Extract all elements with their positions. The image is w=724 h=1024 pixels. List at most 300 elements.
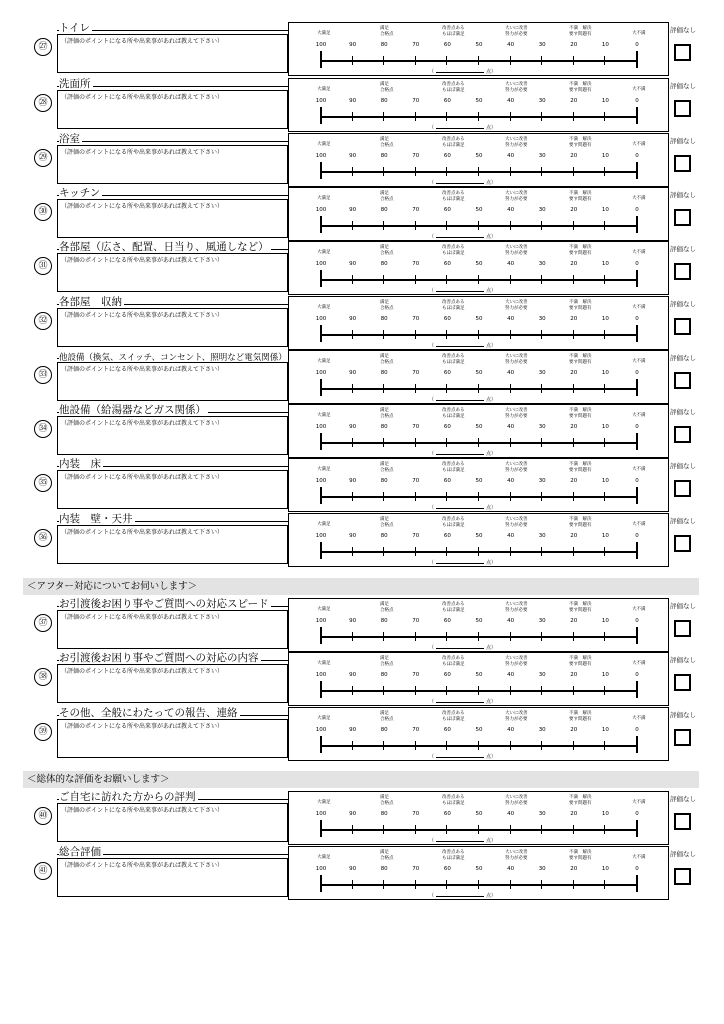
- scale-label: [505, 137, 528, 148]
- scale-tick: [446, 384, 447, 393]
- comment-field[interactable]: [57, 90, 288, 129]
- scale-label-line: 不満 解決: [569, 354, 592, 359]
- tick-label: 30: [538, 207, 546, 213]
- comment-field[interactable]: [57, 253, 288, 292]
- tick-label: 40: [507, 533, 515, 539]
- scale-label-line: もほぼ満足: [442, 467, 465, 473]
- scale-tick: [478, 741, 479, 750]
- no-evaluation-checkbox[interactable]: [674, 426, 691, 443]
- scale-label: [632, 196, 646, 202]
- scale-label: [505, 408, 528, 419]
- scale-tick: [573, 438, 574, 447]
- scale-label-line: 努力が必要: [505, 305, 528, 311]
- tick-label: 80: [380, 153, 388, 159]
- no-evaluation-checkbox[interactable]: [674, 535, 691, 552]
- scale-tick: [604, 880, 605, 889]
- scale-tick: [446, 880, 447, 889]
- comment-field[interactable]: [57, 199, 288, 238]
- score-open: （: [429, 645, 435, 651]
- scale-label-line: 大いに改善: [505, 245, 528, 250]
- score-field[interactable]: [429, 67, 496, 75]
- scale-label-line: 合格点: [380, 31, 394, 37]
- tick-label: 70: [412, 727, 420, 733]
- tick-label: 70: [412, 207, 420, 213]
- rating-scale[interactable]: [288, 133, 669, 187]
- score-unit: 点）: [486, 505, 497, 511]
- score-field[interactable]: [429, 891, 496, 899]
- scale-label-line: 改善点ある: [442, 300, 465, 305]
- question-title: 各部屋 収納: [59, 296, 122, 308]
- scale-label-line: 満足: [380, 300, 389, 305]
- tick-label: 0: [635, 153, 639, 159]
- tick-label: 90: [349, 98, 357, 104]
- scale-label-line: 大満足: [317, 31, 331, 36]
- scale-tick: [510, 56, 511, 65]
- no-evaluation-checkbox[interactable]: [674, 100, 691, 117]
- scale-tick: [415, 880, 416, 889]
- tick-label: 70: [412, 866, 420, 872]
- no-evaluation-checkbox[interactable]: [674, 674, 691, 691]
- scale-label: [632, 661, 646, 667]
- scale-tick: [320, 875, 322, 892]
- scale-tick: [510, 330, 511, 339]
- no-evaluation-checkbox[interactable]: [674, 813, 691, 830]
- scale-label: [317, 855, 331, 861]
- scale-label-line: 要す問題有: [569, 800, 592, 806]
- tick-label: 0: [635, 207, 639, 213]
- question-title: 総合評価: [59, 846, 101, 858]
- scale-tick: [320, 820, 322, 837]
- tick-label: 10: [601, 153, 609, 159]
- scale-label: [632, 800, 646, 806]
- question-item: [30, 404, 700, 456]
- tick-label: 70: [412, 316, 420, 322]
- scale-label: [505, 354, 528, 365]
- scale-tick: [415, 438, 416, 447]
- no-evaluation-checkbox[interactable]: [674, 209, 691, 226]
- question-number: ㉟: [34, 474, 52, 492]
- tick-label: 20: [570, 42, 578, 48]
- no-evaluation-label: 評価なし: [670, 354, 696, 362]
- score-blank[interactable]: [436, 503, 484, 509]
- tick-label: 70: [412, 42, 420, 48]
- scale-tick: [510, 275, 511, 284]
- scale-label: [380, 656, 394, 667]
- score-blank[interactable]: [436, 232, 484, 238]
- no-evaluation-label: 評価なし: [670, 82, 696, 90]
- tick-label: 10: [601, 478, 609, 484]
- tick-label: 100: [315, 866, 327, 872]
- comment-field[interactable]: [57, 719, 288, 758]
- scale-label-line: 改善点ある: [442, 408, 465, 413]
- no-evaluation: [669, 404, 700, 456]
- score-open: （: [429, 125, 435, 131]
- scale-label-line: 満足: [380, 656, 389, 661]
- no-evaluation-label: 評価なし: [670, 137, 696, 145]
- scale-label-line: 改善点ある: [442, 354, 465, 359]
- no-evaluation: [669, 458, 700, 510]
- scale-label-line: 大不満: [632, 716, 646, 721]
- rating-scale[interactable]: [288, 598, 669, 652]
- score-open: （: [429, 397, 435, 403]
- scale-tick: [415, 221, 416, 230]
- score-blank[interactable]: [436, 836, 484, 842]
- scale-label-line: 大いに改善: [505, 137, 528, 142]
- score-blank[interactable]: [436, 286, 484, 292]
- scale-tick: [604, 330, 605, 339]
- tick-label: 100: [315, 672, 327, 678]
- comment-field[interactable]: [57, 664, 288, 703]
- question-number: ㊳: [34, 668, 52, 686]
- scale-tick: [352, 275, 353, 284]
- question-number: ㉝: [34, 366, 52, 384]
- scale-tick: [636, 820, 638, 837]
- rating-scale[interactable]: [288, 404, 669, 458]
- question-item: [30, 598, 700, 650]
- scale-tick: [541, 438, 542, 447]
- scale-tick: [478, 56, 479, 65]
- score-open: （: [429, 505, 435, 511]
- rating-scale[interactable]: [288, 78, 669, 132]
- section-header-overall: ＜総体的な評価をお願いします＞: [23, 771, 699, 788]
- score-blank[interactable]: [436, 643, 484, 649]
- no-evaluation-checkbox[interactable]: [674, 318, 691, 335]
- tick-label: 50: [475, 533, 483, 539]
- scale-tick: [478, 438, 479, 447]
- question-area: [57, 598, 288, 651]
- comment-hint: （評価のポイントになる所や出来事があれば教えて下さい）: [61, 474, 224, 481]
- scale-label-line: 大不満: [632, 196, 646, 201]
- comment-hint: （評価のポイントになる所や出来事があれば教えて下さい）: [61, 668, 224, 675]
- score-field[interactable]: [429, 395, 496, 403]
- tick-label: 30: [538, 727, 546, 733]
- question-area: [57, 133, 288, 186]
- comment-field[interactable]: [57, 610, 288, 649]
- score-blank[interactable]: [436, 123, 484, 129]
- scale-label: [442, 517, 465, 528]
- scale-label-line: 大いに改善: [505, 795, 528, 800]
- scale-label: [632, 413, 646, 419]
- scale-label-line: 大不満: [632, 413, 646, 418]
- tick-label: 40: [507, 370, 515, 376]
- scale-label-line: 大不満: [632, 522, 646, 527]
- comment-field[interactable]: [57, 34, 288, 73]
- scale-label-line: 努力が必要: [505, 800, 528, 806]
- scale-tick: [573, 112, 574, 121]
- scale-tick: [541, 547, 542, 556]
- tick-label: 30: [538, 98, 546, 104]
- scale-label-line: 改善点ある: [442, 462, 465, 467]
- comment-field[interactable]: [57, 858, 288, 897]
- score-field[interactable]: [429, 286, 496, 294]
- scale-label: [442, 462, 465, 473]
- scale-tick: [510, 825, 511, 834]
- comment-field[interactable]: [57, 470, 288, 509]
- scale-tick: [383, 492, 384, 501]
- tick-label: 0: [635, 478, 639, 484]
- scale-tick: [541, 221, 542, 230]
- score-open: （: [429, 560, 435, 566]
- rating-scale[interactable]: [288, 652, 669, 706]
- tick-label: 50: [475, 811, 483, 817]
- no-evaluation-checkbox[interactable]: [674, 44, 691, 61]
- scale-tick: [415, 547, 416, 556]
- scale-label: [442, 795, 465, 806]
- no-evaluation-checkbox[interactable]: [674, 620, 691, 637]
- scale-label-line: 要す問題有: [569, 87, 592, 93]
- scale-label: [317, 661, 331, 667]
- scale-tick: [320, 627, 322, 644]
- question-title: 浴室: [59, 133, 80, 145]
- scale-tick: [478, 167, 479, 176]
- scale-tick: [320, 270, 322, 287]
- scale-tick: [383, 825, 384, 834]
- scale-label-line: 努力が必要: [505, 661, 528, 667]
- comment-field[interactable]: [57, 145, 288, 184]
- comment-hint: （評価のポイントになる所や出来事があれば教えて下さい）: [61, 312, 224, 319]
- comment-field[interactable]: [57, 803, 288, 842]
- score-field[interactable]: [429, 503, 496, 511]
- comment-field[interactable]: [57, 525, 288, 564]
- score-blank[interactable]: [436, 341, 484, 347]
- scale-label-line: 合格点: [380, 607, 394, 613]
- no-evaluation: [669, 652, 700, 704]
- scale-label-line: 要す問題有: [569, 413, 592, 419]
- tick-label: 0: [635, 727, 639, 733]
- scale-label: [317, 305, 331, 311]
- question-title: トイレ: [59, 22, 90, 34]
- no-evaluation-checkbox[interactable]: [674, 729, 691, 746]
- scale-label: [380, 408, 394, 419]
- rating-scale[interactable]: [288, 458, 669, 512]
- scale-tick: [604, 384, 605, 393]
- scale-label-line: 改善点ある: [442, 850, 465, 855]
- scale-label: [317, 413, 331, 419]
- score-open: （: [429, 754, 435, 760]
- scale-label-line: 満足: [380, 354, 389, 359]
- score-field[interactable]: [429, 643, 496, 651]
- question-number: ㉜: [34, 312, 52, 330]
- rating-scale[interactable]: [288, 791, 669, 845]
- scale-label-line: 満足: [380, 408, 389, 413]
- score-blank[interactable]: [436, 752, 484, 758]
- scale-label-line: 満足: [380, 26, 389, 31]
- scale-tick: [383, 547, 384, 556]
- tick-label: 90: [349, 370, 357, 376]
- scale-tick: [478, 384, 479, 393]
- scale-tick: [383, 275, 384, 284]
- rating-scale[interactable]: [288, 350, 669, 404]
- scale-tick: [352, 112, 353, 121]
- question-area: [57, 78, 288, 131]
- rating-scale[interactable]: [288, 846, 669, 900]
- scale-label: [505, 517, 528, 528]
- scale-tick: [541, 741, 542, 750]
- tick-label: 10: [601, 316, 609, 322]
- tick-label: 0: [635, 533, 639, 539]
- scale-label-line: 大不満: [632, 250, 646, 255]
- scale-label: [317, 607, 331, 613]
- comment-field[interactable]: [57, 308, 288, 347]
- rating-scale[interactable]: [288, 22, 669, 76]
- scale-label-line: 大いに改善: [505, 602, 528, 607]
- rating-scale[interactable]: [288, 707, 669, 761]
- scale-label-line: 努力が必要: [505, 522, 528, 528]
- rating-scale[interactable]: [288, 513, 669, 567]
- no-evaluation-label: 評価なし: [670, 245, 696, 253]
- tick-label: 60: [443, 811, 451, 817]
- scale-tick: [541, 167, 542, 176]
- question-area: [57, 513, 288, 566]
- scale-tick: [636, 681, 638, 698]
- no-evaluation: [669, 133, 700, 185]
- score-field[interactable]: [429, 836, 496, 844]
- score-blank[interactable]: [436, 67, 484, 73]
- tick-label: 100: [315, 424, 327, 430]
- score-field[interactable]: [429, 752, 496, 760]
- scale-tick: [415, 275, 416, 284]
- tick-label: 40: [507, 727, 515, 733]
- score-open: （: [429, 343, 435, 349]
- scale-tick: [415, 56, 416, 65]
- score-field[interactable]: [429, 558, 496, 566]
- tick-label: 70: [412, 261, 420, 267]
- scale-tick: [415, 384, 416, 393]
- tick-label: 10: [601, 727, 609, 733]
- scale-tick: [352, 330, 353, 339]
- tick-label: 60: [443, 153, 451, 159]
- question-number: ㉗: [34, 38, 52, 56]
- score-field[interactable]: [429, 178, 496, 186]
- score-open: （: [429, 288, 435, 294]
- scale-label: [569, 656, 592, 667]
- score-field[interactable]: [429, 697, 496, 705]
- score-blank[interactable]: [436, 395, 484, 401]
- rating-scale[interactable]: [288, 296, 669, 350]
- score-unit: 点）: [486, 397, 497, 403]
- tick-label: 40: [507, 811, 515, 817]
- no-evaluation-label: 評価なし: [670, 711, 696, 719]
- no-evaluation-checkbox[interactable]: [674, 155, 691, 172]
- scale-label: [632, 716, 646, 722]
- tick-label: 90: [349, 866, 357, 872]
- question-area: [57, 404, 288, 457]
- scale-label: [317, 250, 331, 256]
- question-item: [30, 846, 700, 898]
- scale-label: [380, 245, 394, 256]
- scale-label: [632, 305, 646, 311]
- score-unit: 点）: [486, 699, 497, 705]
- scale-tick: [636, 270, 638, 287]
- no-evaluation: [669, 598, 700, 650]
- scale-label-line: 大満足: [317, 607, 331, 612]
- scale-label-line: もほぼ満足: [442, 142, 465, 148]
- no-evaluation: [669, 22, 700, 74]
- tick-label: 0: [635, 261, 639, 267]
- score-unit: 点）: [486, 754, 497, 760]
- tick-label: 10: [601, 98, 609, 104]
- question-item: [30, 296, 700, 348]
- tick-label: 30: [538, 478, 546, 484]
- score-field[interactable]: [429, 232, 496, 240]
- score-field[interactable]: [429, 341, 496, 349]
- scale-label-line: 大満足: [317, 413, 331, 418]
- tick-label: 90: [349, 153, 357, 159]
- scale-tick: [573, 880, 574, 889]
- tick-label: 80: [380, 261, 388, 267]
- scale-label: [380, 462, 394, 473]
- no-evaluation-checkbox[interactable]: [674, 868, 691, 885]
- scale-label-line: 要す問題有: [569, 250, 592, 256]
- scale-tick: [636, 325, 638, 342]
- scale-tick: [573, 741, 574, 750]
- tick-label: 60: [443, 478, 451, 484]
- rating-scale[interactable]: [288, 187, 669, 241]
- score-field[interactable]: [429, 449, 496, 457]
- tick-label: 20: [570, 207, 578, 213]
- scale-label-line: 努力が必要: [505, 359, 528, 365]
- scale-tick: [446, 56, 447, 65]
- score-blank[interactable]: [436, 697, 484, 703]
- scale-label: [505, 191, 528, 202]
- scale-label-line: 満足: [380, 191, 389, 196]
- score-blank[interactable]: [436, 558, 484, 564]
- scale-label-line: 合格点: [380, 800, 394, 806]
- scale-label-line: 満足: [380, 850, 389, 855]
- rating-scale[interactable]: [288, 241, 669, 295]
- score-blank[interactable]: [436, 891, 484, 897]
- tick-label: 80: [380, 207, 388, 213]
- scale-tick: [510, 632, 511, 641]
- scale-tick: [415, 167, 416, 176]
- comment-hint: （評価のポイントになる所や出来事があれば教えて下さい）: [61, 149, 224, 156]
- tick-label: 80: [380, 866, 388, 872]
- question-title: ご自宅に訪れた方からの評判: [59, 791, 196, 803]
- comment-hint: （評価のポイントになる所や出来事があれば教えて下さい）: [61, 257, 224, 264]
- scale-tick: [320, 325, 322, 342]
- score-blank[interactable]: [436, 449, 484, 455]
- section-header-after: ＜アフター対応についてお伺いします＞: [23, 578, 699, 595]
- tick-label: 100: [315, 478, 327, 484]
- scale-label-line: 大いに改善: [505, 656, 528, 661]
- comment-field[interactable]: [57, 416, 288, 455]
- tick-label: 0: [635, 811, 639, 817]
- scale-label-line: 不満 解決: [569, 191, 592, 196]
- comment-field[interactable]: [57, 362, 288, 401]
- scale-label: [380, 300, 394, 311]
- no-evaluation-checkbox[interactable]: [674, 480, 691, 497]
- score-field[interactable]: [429, 123, 496, 131]
- tick-label: 60: [443, 261, 451, 267]
- score-blank[interactable]: [436, 178, 484, 184]
- score-unit: 点）: [486, 451, 497, 457]
- tick-label: 10: [601, 533, 609, 539]
- score-open: （: [429, 893, 435, 899]
- no-evaluation-checkbox[interactable]: [674, 372, 691, 389]
- scale-label: [569, 462, 592, 473]
- scale-label: [505, 602, 528, 613]
- score-unit: 点）: [486, 838, 497, 844]
- scale-label-line: 合格点: [380, 250, 394, 256]
- scale-label-line: 不満 解決: [569, 137, 592, 142]
- tick-label: 80: [380, 727, 388, 733]
- scale-tick: [415, 330, 416, 339]
- score-open: （: [429, 838, 435, 844]
- no-evaluation-checkbox[interactable]: [674, 263, 691, 280]
- scale-label-line: 努力が必要: [505, 467, 528, 473]
- scale-label-line: 合格点: [380, 305, 394, 311]
- scale-label-line: 改善点ある: [442, 711, 465, 716]
